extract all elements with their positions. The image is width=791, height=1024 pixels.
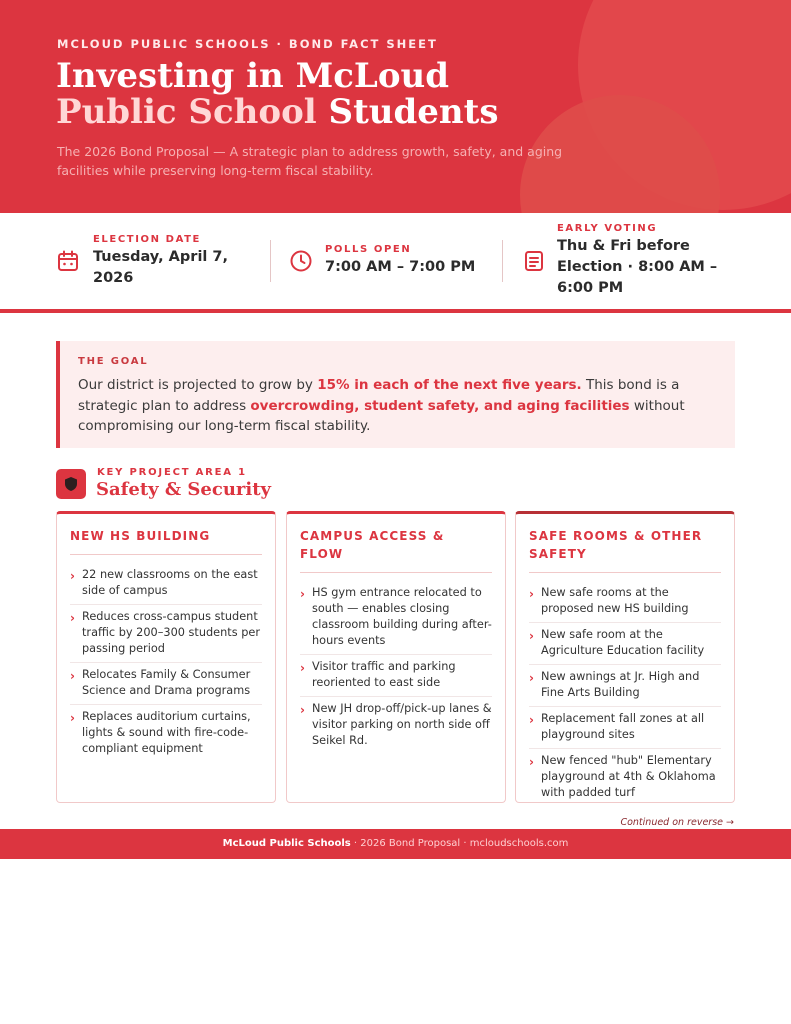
divider [502,240,503,282]
card-title: SAFE ROOMS & OTHER SAFETY [529,514,721,573]
list-item [70,705,262,762]
shield-icon [63,476,79,492]
list-item-text: Visitor traffic and parking reoriented to east side [312,660,456,689]
list-item [70,605,262,663]
goal-text-part: This bond is a strategic plan to address [78,377,680,414]
chevron-right-icon: › [70,611,75,625]
chevron-right-icon: › [300,587,305,601]
area-eyebrow: KEY PROJECT AREA 1 [97,467,247,478]
chevron-right-icon: › [529,587,534,601]
chevron-right-icon: › [529,629,534,643]
chevron-right-icon: › [529,713,534,727]
info-bar-rule [0,309,791,313]
list-item [300,655,492,697]
goal-highlight-growth: 15% in each of the next five years. [317,377,582,393]
list-item-text: Replaces auditorium curtains, lights & sound with fire-code-compliant equipment [82,710,251,755]
list-item-text: Relocates Family & Consumer Science and Drama programs [82,668,251,697]
page-title [56,58,498,130]
list-item-text: Reduces cross-campus student traffic by 200–300 students per passing period [82,610,260,655]
goal-callout [56,341,735,448]
header-subtitle: The 2026 Bond Proposal — A strategic plan to address growth, safety, and aging facilities while preserving long-term fiscal stability. [57,144,563,178]
continued-note: Continued on reverse → [620,817,734,828]
goal-text-part: without compromising our long-term fiscal stability. [78,397,685,434]
list-item-text: HS gym entrance relocated to south — enables closing classroom building during after-hours events [312,586,492,647]
hero-header [0,0,791,213]
list-item [529,581,721,623]
list-item [529,665,721,707]
goal-text [78,375,715,437]
list-item-text: New awnings at Jr. High and Fine Arts Building [541,670,700,699]
list-item [529,749,721,806]
chevron-right-icon: › [300,703,305,717]
goal-text-part: Our district is projected to grow by [78,377,318,393]
early-voting-value: Thu & Fri before Election · 8:00 AM – 6:00 PM [557,238,718,296]
early-voting-label: EARLY VOTING [557,223,658,234]
list-item [70,663,262,705]
chevron-right-icon: › [70,711,75,725]
chevron-right-icon: › [70,669,75,683]
divider [270,240,271,282]
area-title: Safety & Security [96,479,272,500]
list-item [529,623,721,665]
title-line-2 [56,94,498,130]
goal-label: THE GOAL [78,356,149,367]
list-item-text: Replacement fall zones at all playground sites [541,712,705,741]
chevron-right-icon: › [529,755,534,769]
list-item [70,563,262,605]
document-icon [522,249,546,273]
list-item-text: New fenced "hub" Elementary playground at 4th & Oklahoma with padded turf [541,754,716,799]
card-list [529,581,721,806]
list-item [300,581,492,655]
polls-open-label: POLLS OPEN [325,244,412,255]
card-list [70,563,262,762]
list-item-text: New safe room at the Agriculture Education facility [541,628,705,657]
calendar-icon [56,249,80,273]
chevron-right-icon: › [300,661,305,675]
election-date-label: ELECTION DATE [93,234,201,245]
clock-icon [289,249,313,273]
list-item-text: New JH drop-off/pick-up lanes & visitor parking on north side off Seikel Rd. [312,702,492,747]
title-rest: Students [316,92,499,132]
footer [0,829,791,859]
card-campus-access-flow [286,511,506,803]
goal-highlight-priorities: overcrowding, student safety, and aging facilities [250,397,630,414]
card-title: NEW HS BUILDING [70,514,262,555]
polls-open-value: 7:00 AM – 7:00 PM [325,259,476,275]
chevron-right-icon: › [529,671,534,685]
footer-org: McLoud Public Schools [222,838,351,849]
list-item [529,707,721,749]
card-new-hs-building [56,511,276,803]
chevron-right-icon: › [70,569,75,583]
list-item-text: New safe rooms at the proposed new HS building [541,586,689,615]
card-list [300,581,492,754]
election-date-value: Tuesday, April 7, 2026 [93,249,229,286]
list-item-text: 22 new classrooms on the east side of campus [82,568,258,597]
card-safe-rooms [515,511,735,803]
footer-details: · 2026 Bond Proposal · mcloudschools.com [350,838,569,849]
title-line-1: Investing in McLoud [56,56,449,96]
area-badge [56,469,86,499]
header-eyebrow: MCLOUD PUBLIC SCHOOLS · BOND FACT SHEET [57,37,438,51]
card-title: CAMPUS ACCESS & FLOW [300,514,492,573]
title-accent: Public School [56,92,317,132]
list-item [300,697,492,754]
